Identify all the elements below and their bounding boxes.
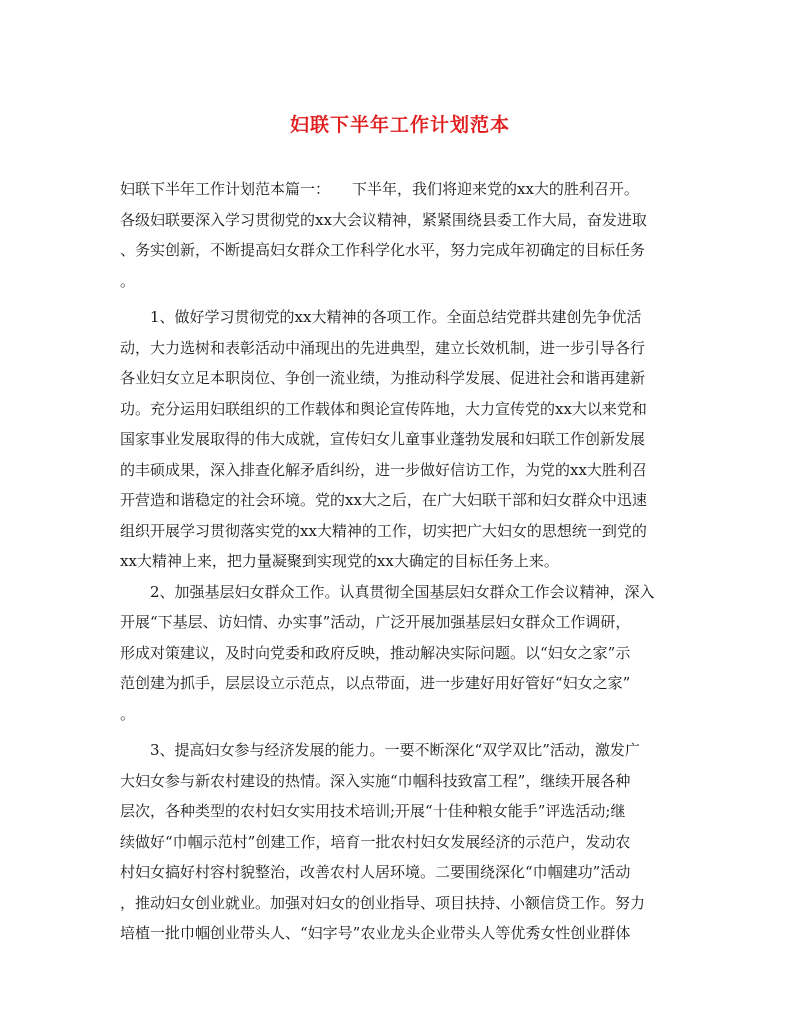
- text-line: 村妇女搞好村容村貌整治，改善农村人居环境。二要围绕深化“巾帼建功”活动: [120, 863, 631, 881]
- text-line: 范创建为抓手，层层设立示范点，以点带面，进一步建好用好管好“妇女之家”: [120, 674, 631, 692]
- text-line: 培植一批巾帼创业带头人、“妇字号”农业龙头企业带头人等优秀女性创业群体: [120, 924, 631, 942]
- text-line: 形成对策建议，及时向党委和政府反映，推动解决实际问题。以“妇女之家”示: [120, 643, 631, 662]
- text-line: 2、加强基层妇女群众工作。认真贯彻全国基层妇女群众工作会议精神，深入: [120, 582, 655, 601]
- text-line: 3、提高妇女参与经济发展的能力。一要不断深化“双学双比”活动，激发广: [120, 741, 640, 759]
- text-line: 功。充分运用妇联组织的工作载体和舆论宣传阵地，大力宣传党的xx大以来党和: [120, 399, 647, 418]
- text-line: 动，大力选树和表彰活动中涌现出的先进典型，建立长效机制，进一步引导各行: [120, 338, 646, 357]
- text-line: 大妇女参与新农村建设的热情。深入实施“巾帼科技致富工程”，继续开展各种: [120, 771, 631, 790]
- text-line: xx大精神上来，把力量凝聚到实现党的xx大确定的目标任务上来。: [120, 552, 559, 570]
- text-line: 层次，各种类型的农村妇女实用技术培训;开展“十佳种粮女能手”评选活动;继: [120, 802, 626, 820]
- text-line: 。: [120, 271, 136, 290]
- text-line: 开营造和谐稳定的社会环境。党的xx大之后，在广大妇联干部和妇女群众中迅速: [120, 491, 647, 509]
- text-line: 国家事业发展取得的伟大成就，宣传妇女儿童事业蓬勃发展和妇联工作创新发展: [120, 430, 646, 448]
- text-line: 续做好“巾帼示范村”创建工作，培育一批农村妇女发展经济的示范户，发动农: [120, 832, 631, 851]
- text-line: 组织开展学习贯彻落实党的xx大精神的工作，切实把广大妇女的思想统一到党的: [120, 521, 647, 540]
- text-line: 、务实创新，不断提高妇女群众工作科学化水平，努力完成年初确定的目标任务: [120, 241, 646, 259]
- page-title: 妇联下半年工作计划范本: [289, 114, 510, 136]
- text-line: 的丰硕成果，深入排查化解矛盾纠纷，进一步做好信访工作，为党的xx大胜利召: [120, 460, 647, 479]
- text-line: 各级妇联要深入学习贯彻党的xx大会议精神，紧紧围绕县委工作大局，奋发进取: [120, 210, 647, 229]
- document-body: [120, 174, 685, 949]
- text-line: ，推动妇女创业就业。加强对妇女的创业指导、项目扶持、小额信贷工作。努力: [120, 893, 646, 912]
- text-segment: 下半年，我们将迎来党的xx大的胜利召开。: [352, 180, 639, 198]
- text-line: 。: [120, 704, 136, 723]
- text-line: 开展“下基层、访妇情、办实事”活动，广泛开展加强基层妇女群众工作调研，: [120, 613, 631, 631]
- text-line: 各业妇女立足本职岗位、争创一流业绩，为推动科学发展、促进社会和谐再建新: [120, 369, 646, 387]
- text-line: [120, 174, 685, 205]
- text-line: 1、做好学习贯彻党的xx大精神的各项工作。全面总结党群共建创先争优活: [120, 308, 642, 326]
- section-heading: 妇联下半年工作计划范本篇一：: [120, 180, 331, 198]
